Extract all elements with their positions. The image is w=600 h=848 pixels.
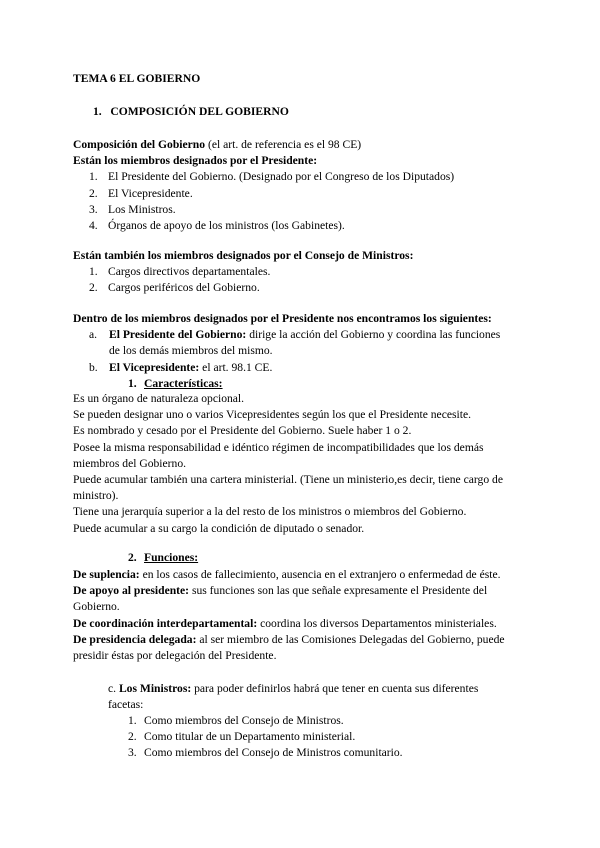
list-item: 4. Órganos de apoyo de los ministros (los Gabinetes). <box>89 219 345 233</box>
composicion-block <box>73 137 533 234</box>
list-item: 1. Cargos directivos departamentales. <box>89 265 271 279</box>
composicion-line: Composición del Gobierno (el art. de referencia es el 98 CE) <box>73 138 362 151</box>
text-line: De suplencia: en los casos de fallecimiento, ausencia en el extranjero o enfermedad de éste. <box>73 568 501 581</box>
list-item: 1. Como miembros del Consejo de Ministros. <box>128 714 344 727</box>
list-item: 3. Como miembros del Consejo de Ministros comunitario. <box>128 746 403 760</box>
document-title: TEMA 6 EL GOBIERNO <box>73 72 201 85</box>
dentro-heading: Dentro de los miembros designados por el Presidente nos encontramos los siguientes: <box>73 312 492 325</box>
text-line: Se pueden designar uno o varios Vicepresidentes según los que el Presidente necesite. <box>73 408 471 422</box>
text-line: De coordinación interdepartamental: coordina los diversos Departamentos ministeriales. <box>73 616 497 630</box>
list-item: 2. El Vicepresidente. <box>89 186 193 200</box>
text-line: ministro). <box>73 489 119 503</box>
dentro-list <box>73 327 533 376</box>
list-item: 2. Cargos periféricos del Gobierno. <box>89 281 260 295</box>
text-line: presidir éstas por delegación del Presidente. <box>73 649 277 663</box>
text-line: Gobierno. <box>73 600 120 614</box>
ministros-list <box>73 713 533 762</box>
consejo-block <box>73 248 533 297</box>
list-item: 3. Los Ministros. <box>89 202 176 216</box>
text-line: miembros del Gobierno. <box>73 456 187 470</box>
text-line: Es un órgano de naturaleza opcional. <box>73 392 245 405</box>
consejo-heading: Están también los miembros designados por el Consejo de Ministros: <box>73 249 414 262</box>
text-line: De presidencia delegada: al ser miembro de las Comisiones Delegadas del Gobierno, puede <box>73 632 505 646</box>
consejo-list <box>73 264 533 296</box>
text-line: Puede acumular también una cartera ministerial. (Tiene un ministerio,es decir, tiene cargo de <box>73 473 503 487</box>
section-heading: 1. COMPOSICIÓN DEL GOBIERNO <box>93 105 289 118</box>
list-item: a. El Presidente del Gobierno: dirige la acción del Gobierno y coordina las funciones de los demás miembros del mismo. <box>89 328 501 358</box>
funciones-block <box>73 567 533 664</box>
caracteristicas-block <box>73 391 533 537</box>
text-line: De apoyo al presidente: sus funciones son las que señale expresamente el Presidente del <box>73 584 488 598</box>
text-line: c. Los Ministros: para poder definirlos habrá que tener en cuenta sus diferentes <box>108 682 479 695</box>
dentro-block <box>73 311 533 392</box>
composicion-heading: Están los miembros designados por el Presidente: <box>73 154 318 168</box>
composicion-list <box>73 169 533 234</box>
text-line: Es nombrado y cesado por el Presidente del Gobierno. Suele haber 1 o 2. <box>73 424 412 438</box>
caracteristicas-heading: 1. Características: <box>128 376 223 390</box>
funciones-heading: 2. Funciones: <box>128 551 199 564</box>
text-line: Tiene una jerarquía superior a la del resto de los ministros o miembros del Gobierno. <box>73 505 467 519</box>
list-item: 2. Como titular de un Departamento ministerial. <box>128 730 356 744</box>
list-item: 1. El Presidente del Gobierno. (Designado por el Congreso de los Diputados) <box>89 170 455 184</box>
text-line: facetas: <box>108 698 144 712</box>
text-line: Puede acumular a su cargo la condición de diputado o senador. <box>73 521 365 535</box>
list-item: b. El Vicepresidente: el art. 98.1 CE. <box>89 360 273 374</box>
text-line: Posee la misma responsabilidad e idéntico régimen de incompatibilidades que los demás <box>73 440 484 454</box>
ministros-block <box>108 681 528 713</box>
